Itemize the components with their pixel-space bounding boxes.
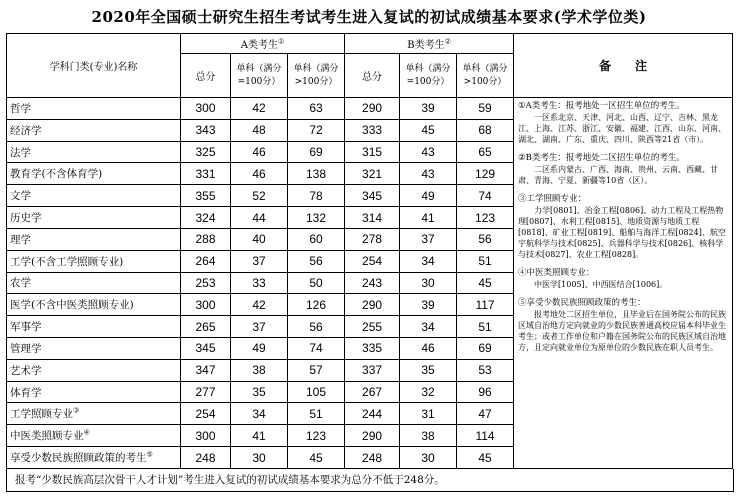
- a-single-over100-cell: 132: [288, 207, 345, 229]
- b-single-over100-cell: 45: [457, 272, 514, 294]
- b-single-100-cell: 34: [400, 250, 457, 272]
- note-heading: ④中医类照顾专业：: [518, 268, 595, 279]
- note-block: [518, 298, 728, 353]
- subject-cell: 历史学: [7, 207, 181, 229]
- b-single-100-cell: 43: [400, 163, 457, 185]
- b-total-cell: 335: [345, 337, 400, 359]
- b-total-cell: 243: [345, 272, 400, 294]
- b-total-cell: 337: [345, 359, 400, 381]
- a-single-100-cell: 34: [231, 403, 288, 425]
- subject-cell: 管理学: [7, 337, 181, 359]
- page-title: 2020年全国硕士研究生招生考试考生进入复试的初试成绩基本要求(学术学位类): [91, 8, 647, 26]
- a-single-100-header: 单科（满分=100分）: [231, 54, 288, 98]
- b-single-over100-cell: 47: [457, 403, 514, 425]
- b-total-cell: 315: [345, 141, 400, 163]
- b-single-100-cell: 31: [400, 403, 457, 425]
- b-single-100-cell: 39: [400, 294, 457, 316]
- note-body: 中医学[1005]、中西医结合[1006]。: [534, 280, 668, 290]
- b-total-cell: 321: [345, 163, 400, 185]
- a-single-over100-cell: 60: [288, 228, 345, 250]
- b-total-cell: 244: [345, 403, 400, 425]
- subject-cell: 中医类照顾专业④: [7, 425, 181, 447]
- a-single-100-cell: 46: [231, 141, 288, 163]
- notes-header: 备 注: [514, 34, 733, 98]
- a-single-over100-cell: 56: [288, 250, 345, 272]
- a-total-cell: 265: [181, 316, 231, 338]
- a-single-over100-cell: 72: [288, 119, 345, 141]
- b-single-100-cell: 32: [400, 381, 457, 403]
- b-single-over100-cell: 123: [457, 207, 514, 229]
- a-single-100-cell: 30: [231, 447, 288, 469]
- a-total-cell: 248: [181, 447, 231, 469]
- subject-column-header: 学科门类(专业)名称: [7, 34, 181, 98]
- group-a-header: A类考生①: [181, 34, 345, 54]
- b-single-over100-cell: 53: [457, 359, 514, 381]
- a-single-100-cell: 33: [231, 272, 288, 294]
- a-total-cell: 277: [181, 381, 231, 403]
- b-single-100-cell: 45: [400, 119, 457, 141]
- b-single-over100-cell: 65: [457, 141, 514, 163]
- b-total-cell: 255: [345, 316, 400, 338]
- note-body: 力学[0801]、冶金工程[0806]、动力工程及工程热物理[0807]、水利工程[0815]、地质资源与地质工程[0818]、矿业工程[0819]、船舶与海洋工程[0824]、航空宇航科学与技术[0825]、兵器科学与技术[0826]、核科学与技术[0827]、农业工程[0828]。: [518, 206, 726, 260]
- notes-cell: [514, 98, 733, 469]
- a-single-over100-cell: 50: [288, 272, 345, 294]
- b-total-cell: 267: [345, 381, 400, 403]
- a-total-cell: 347: [181, 359, 231, 381]
- b-total-cell: 290: [345, 98, 400, 120]
- note-heading: ①A类考生：报考地处一区招生单位的考生。: [518, 101, 685, 112]
- a-total-cell: 355: [181, 185, 231, 207]
- subject-cell: 法学: [7, 141, 181, 163]
- a-single-over100-cell: 57: [288, 359, 345, 381]
- a-single-100-cell: 35: [231, 381, 288, 403]
- note-body: 报考地处二区招生单位，且毕业后在国务院公布的民族区域自治地方定向就业的少数民族普通高校应届本科毕业生考生；或者工作单位和户籍在国务院公布的民族区域自治地方，且定向就业单位为原单位的少数民族在职人员考生。: [518, 310, 727, 353]
- a-single-100-cell: 42: [231, 98, 288, 120]
- b-single-100-cell: 41: [400, 207, 457, 229]
- a-single-over100-cell: 105: [288, 381, 345, 403]
- a-single-over100-cell: 126: [288, 294, 345, 316]
- a-single-100-cell: 42: [231, 294, 288, 316]
- b-single-100-cell: 37: [400, 228, 457, 250]
- footer-note: 报考“少数民族高层次骨干人才计划”考生进入复试的初试成绩基本要求为总分不低于248分。: [6, 469, 734, 492]
- note-heading: ③工学照顾专业：: [518, 194, 587, 205]
- b-total-cell: 254: [345, 250, 400, 272]
- subject-cell: 军事学: [7, 316, 181, 338]
- note-body: 一区系北京、天津、河北、山西、辽宁、吉林、黑龙江、上海、江苏、浙江、安徽、福建、江西、山东、河南、湖北、湖南、广东、重庆、四川、陕西等21省（市）。: [518, 113, 727, 145]
- a-single-100-cell: 37: [231, 250, 288, 272]
- b-total-cell: 333: [345, 119, 400, 141]
- b-single-over100-cell: 68: [457, 119, 514, 141]
- a-total-cell: 300: [181, 294, 231, 316]
- a-total-header: 总分: [181, 54, 231, 98]
- a-single-over100-header: 单科（满分>100分）: [288, 54, 345, 98]
- a-single-over100-cell: 69: [288, 141, 345, 163]
- b-single-over100-cell: 96: [457, 381, 514, 403]
- subject-cell: 经济学: [7, 119, 181, 141]
- note-heading: ②B类考生：报考地处二区招生单位的考生。: [518, 153, 685, 164]
- a-total-cell: 300: [181, 98, 231, 120]
- subject-cell: 工学(不含工学照顾专业): [7, 250, 181, 272]
- table-row: [7, 98, 733, 120]
- b-single-100-cell: 39: [400, 98, 457, 120]
- a-single-100-cell: 38: [231, 359, 288, 381]
- group-b-header: B类考生②: [345, 34, 514, 54]
- b-single-over100-cell: 56: [457, 228, 514, 250]
- a-total-cell: 345: [181, 337, 231, 359]
- b-total-cell: 314: [345, 207, 400, 229]
- subject-cell: 文学: [7, 185, 181, 207]
- b-total-cell: 278: [345, 228, 400, 250]
- a-total-cell: 343: [181, 119, 231, 141]
- a-total-cell: 253: [181, 272, 231, 294]
- b-single-100-cell: 35: [400, 359, 457, 381]
- b-single-over100-cell: 45: [457, 447, 514, 469]
- subject-cell: 理学: [7, 228, 181, 250]
- b-single-100-cell: 46: [400, 337, 457, 359]
- a-single-over100-cell: 45: [288, 447, 345, 469]
- b-single-100-cell: 30: [400, 447, 457, 469]
- a-total-cell: 254: [181, 403, 231, 425]
- a-single-100-cell: 44: [231, 207, 288, 229]
- a-total-cell: 324: [181, 207, 231, 229]
- b-total-cell: 345: [345, 185, 400, 207]
- subject-cell: 哲学: [7, 98, 181, 120]
- a-single-over100-cell: 138: [288, 163, 345, 185]
- a-single-over100-cell: 78: [288, 185, 345, 207]
- b-single-over100-cell: 51: [457, 250, 514, 272]
- a-single-100-cell: 49: [231, 337, 288, 359]
- a-single-over100-cell: 56: [288, 316, 345, 338]
- a-total-cell: 288: [181, 228, 231, 250]
- note-block: [518, 268, 728, 290]
- note-block: [518, 194, 728, 260]
- b-single-over100-header: 单科（满分>100分）: [457, 54, 514, 98]
- a-total-cell: 331: [181, 163, 231, 185]
- a-single-100-cell: 37: [231, 316, 288, 338]
- subject-cell: 工学照顾专业③: [7, 403, 181, 425]
- note-heading: ⑤享受少数民族照顾政策的考生：: [518, 298, 646, 309]
- b-total-cell: 290: [345, 294, 400, 316]
- b-single-100-cell: 30: [400, 272, 457, 294]
- a-single-100-cell: 52: [231, 185, 288, 207]
- b-total-header: 总分: [345, 54, 400, 98]
- b-single-over100-cell: 129: [457, 163, 514, 185]
- a-single-100-cell: 46: [231, 163, 288, 185]
- b-single-over100-cell: 59: [457, 98, 514, 120]
- b-single-over100-cell: 117: [457, 294, 514, 316]
- a-single-100-cell: 41: [231, 425, 288, 447]
- subject-cell: 农学: [7, 272, 181, 294]
- note-body: 二区系内蒙古、广西、海南、贵州、云南、西藏、甘肃、青海、宁夏、新疆等10省（区）。: [518, 165, 719, 186]
- a-single-over100-cell: 51: [288, 403, 345, 425]
- b-total-cell: 290: [345, 425, 400, 447]
- a-single-over100-cell: 74: [288, 337, 345, 359]
- a-total-cell: 300: [181, 425, 231, 447]
- b-single-100-cell: 34: [400, 316, 457, 338]
- b-single-over100-cell: 74: [457, 185, 514, 207]
- b-single-100-cell: 43: [400, 141, 457, 163]
- note-block: [518, 153, 728, 186]
- a-total-cell: 264: [181, 250, 231, 272]
- score-table: [6, 33, 733, 469]
- subject-cell: 享受少数民族照顾政策的考生⑤: [7, 447, 181, 469]
- subject-cell: 教育学(不含体育学): [7, 163, 181, 185]
- subject-cell: 医学(不含中医类照顾专业): [7, 294, 181, 316]
- a-single-100-cell: 48: [231, 119, 288, 141]
- b-single-100-cell: 49: [400, 185, 457, 207]
- subject-cell: 体育学: [7, 381, 181, 403]
- b-total-cell: 248: [345, 447, 400, 469]
- b-single-100-header: 单科（满分=100分）: [400, 54, 457, 98]
- b-single-over100-cell: 69: [457, 337, 514, 359]
- b-single-over100-cell: 114: [457, 425, 514, 447]
- b-single-100-cell: 38: [400, 425, 457, 447]
- b-single-over100-cell: 51: [457, 316, 514, 338]
- subject-cell: 艺术学: [7, 359, 181, 381]
- a-single-over100-cell: 63: [288, 98, 345, 120]
- a-total-cell: 325: [181, 141, 231, 163]
- a-single-over100-cell: 123: [288, 425, 345, 447]
- a-single-100-cell: 40: [231, 228, 288, 250]
- note-block: [518, 101, 728, 145]
